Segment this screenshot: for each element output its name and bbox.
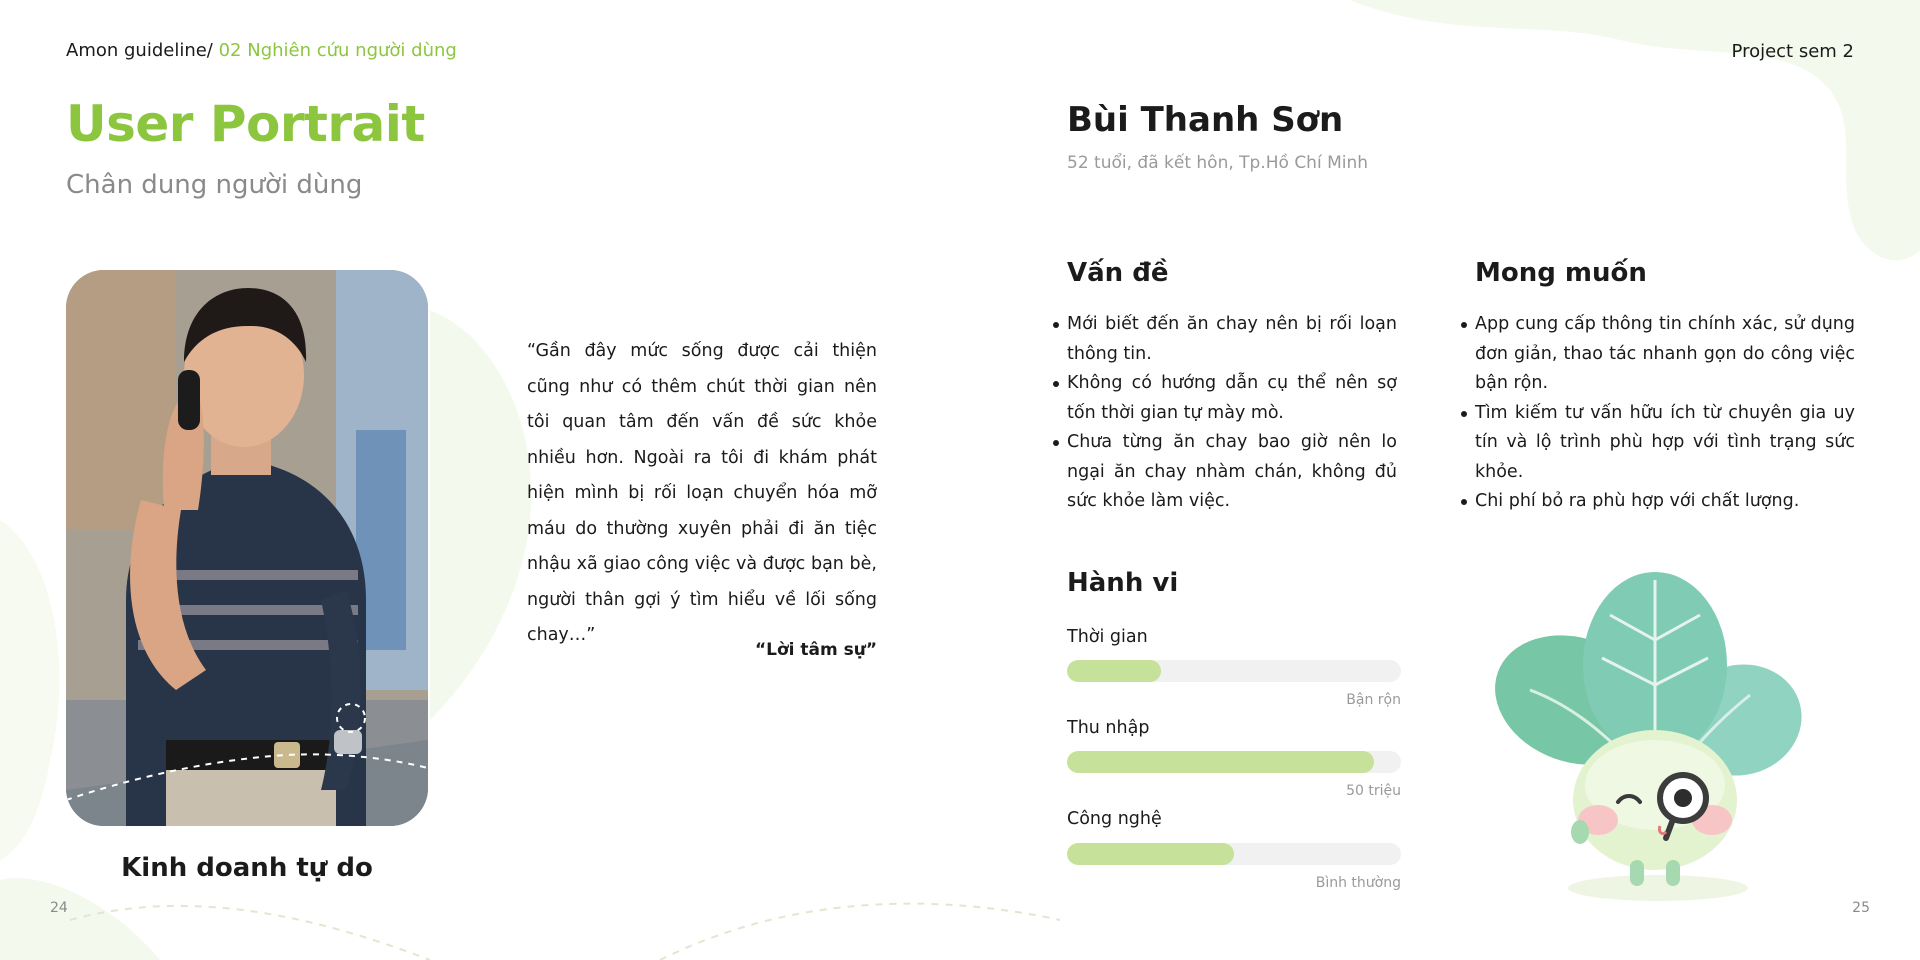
- behavior-bar-time: [1067, 660, 1401, 682]
- page-subtitle: Chân dung người dùng: [66, 170, 363, 200]
- user-portrait-photo: [66, 270, 428, 826]
- person-name: Bùi Thanh Sơn: [1067, 100, 1344, 140]
- page-number-left: 24: [50, 900, 68, 916]
- bar-fill: [1067, 751, 1374, 773]
- person-meta: 52 tuổi, đã kết hôn, Tp.Hồ Chí Minh: [1067, 153, 1369, 173]
- photo-caption: Kinh doanh tự do: [121, 853, 373, 883]
- behavior-title: Hành vi: [1067, 568, 1179, 598]
- bar-fill: [1067, 843, 1234, 865]
- list-item: App cung cấp thông tin chính xác, sử dụng đơn giản, thao tác nhanh gọn do công việc bận rộn.: [1475, 310, 1855, 399]
- breadcrumb-current[interactable]: 02 Nghiên cứu người dùng: [218, 40, 457, 61]
- top-right-blob: [1350, 0, 1920, 260]
- bottom-dashed-curve-right: [660, 904, 1060, 960]
- list-item: Không có hướng dẫn cụ thể nên sợ tốn thời gian tự mày mò.: [1067, 369, 1397, 428]
- portrait-illustration: [66, 270, 428, 826]
- wishes-title: Mong muốn: [1475, 258, 1647, 288]
- quote-label: “Lời tâm sự”: [754, 640, 877, 660]
- behavior-label-income: Thu nhập: [1067, 718, 1150, 738]
- list-item: Chưa từng ăn chay bao giờ nên lo ngại ăn chay nhàm chán, không đủ sức khỏe làm việc.: [1067, 428, 1397, 517]
- behavior-label-time: Thời gian: [1067, 627, 1148, 647]
- behavior-end-tech: Bình thường: [1315, 875, 1401, 891]
- breadcrumb-root[interactable]: Amon guideline/: [66, 40, 213, 61]
- behavior-end-time: Bận rộn: [1346, 692, 1401, 708]
- mascot-illustration: [1490, 570, 1820, 910]
- list-item: Mới biết đến ăn chay nên bị rối loạn thông tin.: [1067, 310, 1397, 369]
- list-item: Tìm kiếm tư vấn hữu ích từ chuyên gia uy tín và lộ trình phù hợp với tình trạng sức khỏe.: [1475, 399, 1855, 488]
- behavior-label-tech: Công nghệ: [1067, 809, 1162, 829]
- breadcrumb: [66, 40, 457, 61]
- page-number-right: 25: [1852, 900, 1870, 916]
- bar-fill: [1067, 660, 1161, 682]
- page-title: User Portrait: [66, 95, 425, 153]
- user-quote: “Gần đây mức sống được cải thiện cũng như có thêm chút thời gian nên tôi quan tâm đến vấn đề sức khỏe nhiều hơn. Ngoài ra tôi đi khám phát hiện mình bị rối loạn chuyển hóa mỡ máu do thường xuyên phải đi ăn tiệc nhậu xã giao công việc và được bạn bè, người thân gợi ý tìm hiểu về lối sống chay…”: [527, 341, 877, 645]
- left-edge-blob: [0, 520, 59, 860]
- problems-list: [1067, 310, 1397, 517]
- problems-title: Vấn đề: [1067, 258, 1169, 288]
- mascot-shadow: [1568, 875, 1748, 901]
- project-label: Project sem 2: [1731, 41, 1854, 62]
- behavior-bar-tech: [1067, 843, 1401, 865]
- behavior-bar-income: [1067, 751, 1401, 773]
- behavior-end-income: 50 triệu: [1346, 783, 1401, 799]
- wishes-list: [1475, 310, 1855, 517]
- bottom-left-blob: [0, 878, 160, 960]
- left-blob: [428, 310, 531, 720]
- list-item: Chi phí bỏ ra phù hợp với chất lượng.: [1475, 487, 1855, 517]
